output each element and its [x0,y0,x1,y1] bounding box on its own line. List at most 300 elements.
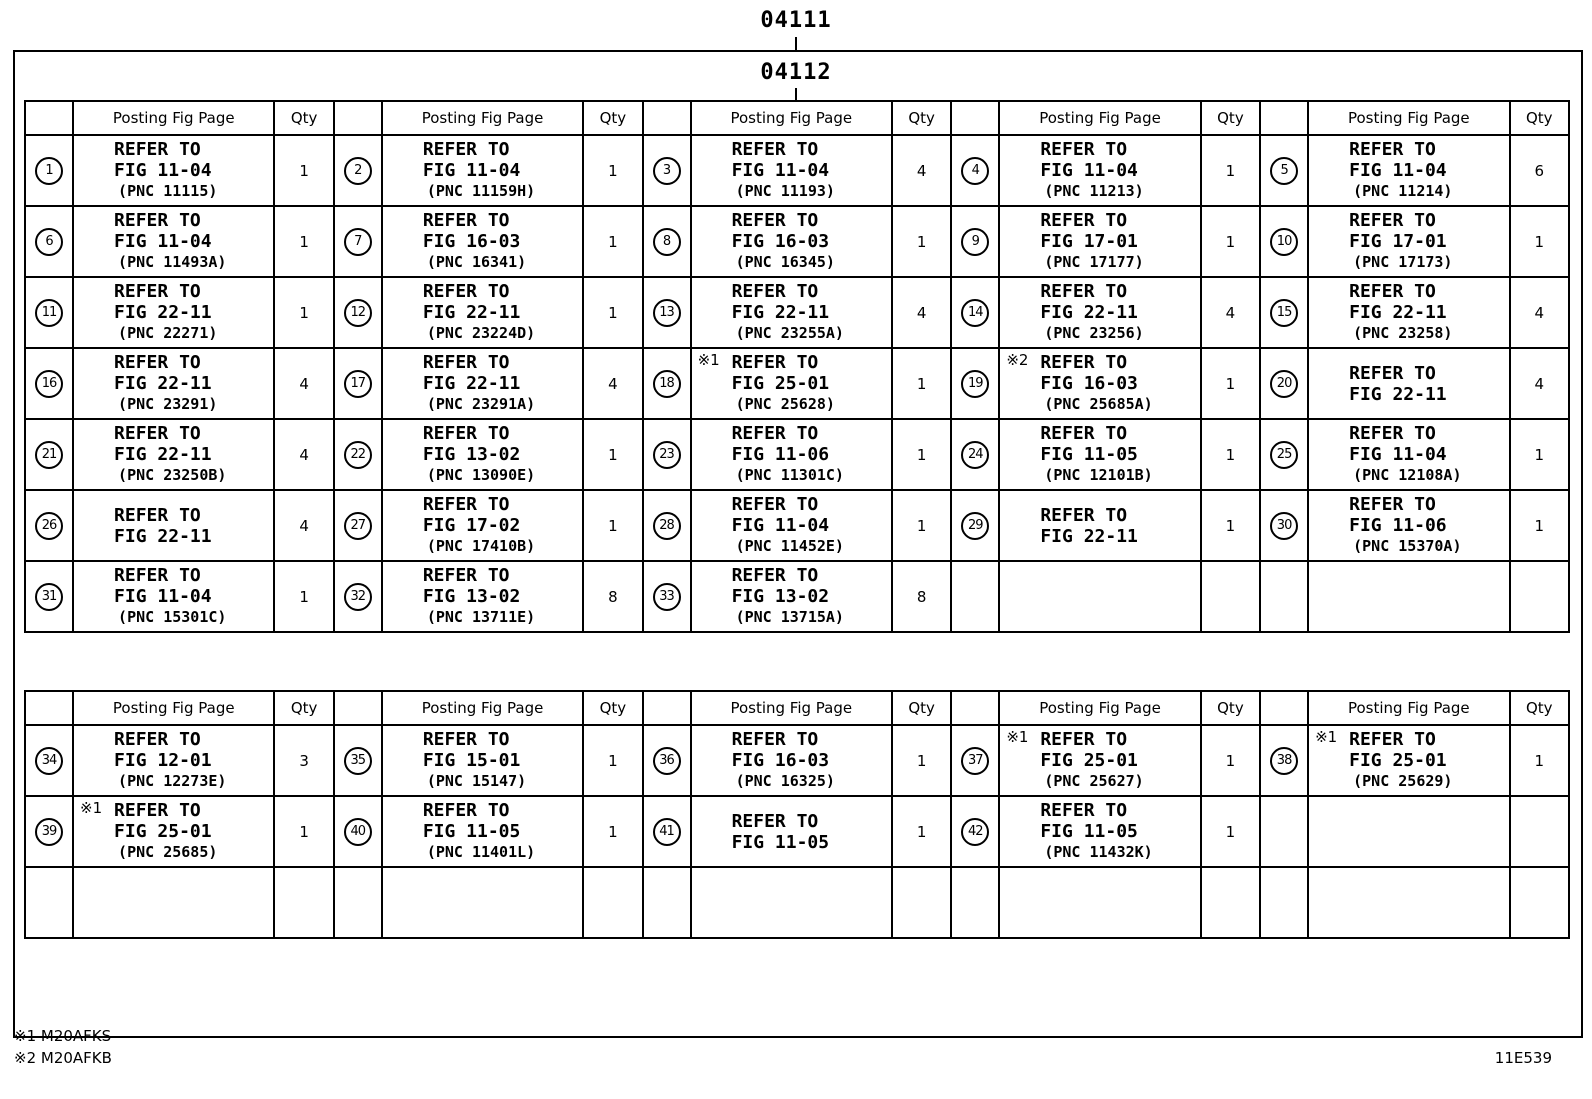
header-qty: Qty [892,691,951,725]
refer-to-label: REFER TO [114,504,201,526]
posting-reference [1309,729,1508,792]
fig-reference: FIG 11-05 [731,831,830,853]
posting-reference [1309,139,1508,202]
qty-cell: 6 [1510,135,1569,206]
fig-reference: FIG 22-11 [731,302,830,323]
pnc-code: (PNC 12101B) [1044,466,1153,484]
item-number-cell [951,348,999,419]
item-number-cell [25,490,73,561]
qty-cell: 1 [274,277,333,348]
diagram-code: 11E539 [1494,1049,1552,1067]
pnc-code: (PNC 25685) [118,843,218,861]
pnc-code: (PNC 11401L) [426,843,536,861]
fig-reference: FIG 25-01 [1349,750,1447,771]
qty-cell: 4 [1510,348,1569,419]
item-number-cell [1260,867,1308,938]
qty-cell: 1 [892,206,951,277]
item-number-cell [951,206,999,277]
posting-reference-cell [691,206,892,277]
fig-reference: FIG 22-11 [1349,302,1447,323]
header-qty: Qty [274,101,333,135]
qty-cell [1510,796,1569,867]
qty-cell: 4 [1201,277,1260,348]
item-number-cell [643,796,691,867]
qty-cell: 1 [583,135,642,206]
header-posting-fig-page: Posting Fig Page [1308,691,1509,725]
posting-reference [1309,363,1508,405]
item-number-cell [951,135,999,206]
pnc-code: (PNC 16345) [735,253,835,271]
qty-cell [1510,867,1569,938]
posting-reference [1309,494,1508,557]
item-number-cell [643,206,691,277]
posting-reference-cell [691,135,892,206]
refer-to-label: REFER TO [422,352,510,373]
fig-reference: FIG 12-01 [114,750,212,771]
qty-cell [583,867,642,938]
refer-to-label: REFER TO [731,352,819,373]
parts-table-bottom [24,690,1570,939]
item-number-circle: 30 [1270,512,1298,540]
qty-cell: 1 [1201,419,1260,490]
item-number-cell [334,796,382,867]
pnc-code: (PNC 15370A) [1353,537,1462,555]
posting-reference-cell [73,796,274,867]
item-number-circle: 32 [344,583,372,611]
posting-reference [74,729,273,792]
header-row [25,691,1569,725]
item-number-circle: 7 [344,228,372,256]
note-mark: ※1 [80,799,103,817]
item-number-circle: 2 [344,157,372,185]
item-number-circle: 8 [653,228,681,256]
fig-reference: FIG 11-04 [114,160,212,181]
posting-reference [383,139,582,202]
refer-to-label: REFER TO [1040,281,1128,302]
qty-cell: 1 [583,490,642,561]
fig-reference: FIG 22-11 [114,444,212,465]
refer-to-label: REFER TO [1349,362,1436,384]
fig-reference: FIG 11-06 [1349,515,1447,536]
posting-reference-cell [382,348,583,419]
posting-reference [383,423,582,486]
item-number-circle: 39 [35,818,63,846]
fig-reference: FIG 16-03 [1040,373,1138,394]
item-number-circle: 20 [1270,370,1298,398]
refer-to-label: REFER TO [114,210,201,231]
header-number [334,691,382,725]
posting-reference-cell [1308,348,1509,419]
footnote-2: ※2 M20AFKB [14,1049,112,1067]
refer-to-label: REFER TO [422,423,510,444]
posting-reference [692,139,891,202]
item-number-circle: 35 [344,747,372,775]
refer-to-label: REFER TO [114,800,201,821]
qty-cell: 8 [892,561,951,632]
header-number [25,691,73,725]
table-row [25,796,1569,867]
fig-reference: FIG 11-04 [1349,444,1447,465]
item-number-circle: 6 [35,228,63,256]
posting-reference [1000,800,1199,863]
header-number [643,691,691,725]
item-number-cell [1260,348,1308,419]
pnc-code: (PNC 11301C) [735,466,844,484]
item-number-cell [334,561,382,632]
item-number-cell [334,277,382,348]
posting-reference [692,494,891,557]
refer-to-label: REFER TO [1349,729,1436,750]
posting-reference-cell [691,277,892,348]
qty-cell: 4 [274,419,333,490]
item-number-circle: 3 [653,157,681,185]
qty-cell: 4 [274,490,333,561]
fig-reference: FIG 25-01 [1040,750,1138,771]
pnc-code: (PNC 23256) [1044,324,1144,342]
qty-cell: 1 [1201,348,1260,419]
posting-reference [692,423,891,486]
item-number-circle: 18 [653,370,681,398]
refer-to-label: REFER TO [114,139,201,160]
qty-cell: 8 [583,561,642,632]
pnc-code: (PNC 23250B) [118,466,227,484]
qty-cell: 1 [892,419,951,490]
fig-reference: FIG 15-01 [422,750,521,771]
item-number-cell [25,419,73,490]
posting-reference [1000,281,1199,344]
qty-cell [1201,561,1260,632]
pnc-code: (PNC 11493A) [118,253,227,271]
item-number-circle: 37 [961,747,989,775]
qty-cell: 3 [274,725,333,796]
item-number-cell [334,725,382,796]
item-number-cell [334,206,382,277]
fig-reference: FIG 16-03 [422,231,521,252]
qty-cell [1510,561,1569,632]
note-mark: ※2 [1006,351,1029,369]
qty-cell: 1 [892,490,951,561]
refer-to-label: REFER TO [1349,423,1436,444]
header-posting-fig-page: Posting Fig Page [382,101,583,135]
qty-cell: 1 [583,796,642,867]
pnc-code: (PNC 25685A) [1044,395,1153,413]
refer-to-label: REFER TO [1040,423,1128,444]
posting-reference-cell [382,277,583,348]
table-row [25,277,1569,348]
pnc-code: (PNC 25627) [1044,772,1144,790]
posting-reference [1000,210,1199,273]
qty-cell: 4 [892,277,951,348]
posting-reference [74,423,273,486]
posting-reference-cell [382,796,583,867]
posting-reference [74,800,273,863]
item-number-cell [25,561,73,632]
refer-to-label: REFER TO [114,423,201,444]
pnc-code: (PNC 23224D) [426,324,536,342]
pnc-code: (PNC 11214) [1353,182,1453,200]
qty-cell: 1 [892,796,951,867]
pnc-code: (PNC 25628) [735,395,835,413]
fig-reference: FIG 16-03 [731,231,830,252]
fig-reference: FIG 22-11 [1040,302,1138,323]
qty-cell [274,867,333,938]
header-posting-fig-page: Posting Fig Page [73,101,274,135]
refer-to-label: REFER TO [114,729,201,750]
posting-reference-cell [1308,277,1509,348]
header-posting-fig-page: Posting Fig Page [691,101,892,135]
fig-reference: FIG 13-02 [422,586,521,607]
posting-reference-cell [691,561,892,632]
refer-to-label: REFER TO [422,210,510,231]
posting-reference [74,352,273,415]
item-number-circle: 9 [961,228,989,256]
item-number-circle: 21 [35,441,63,469]
posting-reference-cell [999,135,1200,206]
fig-reference: FIG 11-04 [114,231,212,252]
table-row [25,490,1569,561]
header-number [1260,101,1308,135]
item-number-circle: 19 [961,370,989,398]
pnc-code: (PNC 15147) [426,772,527,790]
posting-reference [1309,423,1508,486]
item-number-cell [1260,206,1308,277]
pnc-code: (PNC 23291A) [426,395,536,413]
reference-number-outer: 04111 [760,8,832,33]
header-posting-fig-page: Posting Fig Page [691,691,892,725]
fig-reference: FIG 22-11 [114,302,212,323]
qty-cell: 1 [1201,135,1260,206]
qty-cell: 1 [583,725,642,796]
pnc-code: (PNC 11452E) [735,537,844,555]
posting-reference-cell [999,796,1200,867]
item-number-circle: 22 [344,441,372,469]
fig-reference: FIG 25-01 [731,373,830,394]
posting-reference-cell [1308,796,1509,867]
posting-reference-cell [73,419,274,490]
item-number-cell [643,867,691,938]
header-posting-fig-page: Posting Fig Page [73,691,274,725]
item-number-cell [1260,561,1308,632]
posting-reference [692,281,891,344]
posting-reference-cell [73,490,274,561]
qty-cell: 1 [274,796,333,867]
fig-reference: FIG 11-04 [1040,160,1138,181]
item-number-circle: 23 [653,441,681,469]
item-number-circle: 16 [35,370,63,398]
posting-reference [383,565,582,628]
posting-reference-cell [691,725,892,796]
header-number [25,101,73,135]
pnc-code: (PNC 11115) [118,182,218,200]
refer-to-label: REFER TO [114,281,201,302]
posting-reference-cell [691,867,892,938]
posting-reference-cell [999,419,1200,490]
header-posting-fig-page: Posting Fig Page [382,691,583,725]
item-number-cell [25,206,73,277]
posting-reference-cell [73,277,274,348]
item-number-circle: 13 [653,299,681,327]
item-number-cell [334,135,382,206]
item-number-circle: 12 [344,299,372,327]
posting-reference [383,281,582,344]
posting-reference-cell [999,561,1200,632]
posting-reference-cell [73,561,274,632]
qty-cell: 1 [1510,419,1569,490]
posting-reference-cell [999,277,1200,348]
qty-cell: 1 [1201,725,1260,796]
header-qty: Qty [892,101,951,135]
item-number-circle: 11 [35,299,63,327]
qty-cell: 1 [274,206,333,277]
item-number-cell [951,796,999,867]
item-number-cell [951,490,999,561]
refer-to-label: REFER TO [1349,139,1436,160]
fig-reference: FIG 11-05 [1040,821,1138,842]
posting-reference [1000,352,1199,415]
fig-reference: FIG 11-04 [1349,160,1447,181]
posting-reference [692,565,891,628]
qty-cell: 1 [892,725,951,796]
refer-to-label: REFER TO [1040,139,1128,160]
header-number [951,691,999,725]
posting-reference-cell [382,135,583,206]
item-number-cell [1260,277,1308,348]
item-number-circle: 40 [344,818,372,846]
refer-to-label: REFER TO [1040,210,1128,231]
fig-reference: FIG 22-11 [422,302,521,323]
item-number-cell [25,135,73,206]
qty-cell: 1 [274,561,333,632]
header-number [1260,691,1308,725]
pnc-code: (PNC 13715A) [735,608,844,626]
item-number-cell [951,725,999,796]
fig-reference: FIG 22-11 [114,373,212,394]
refer-to-label: REFER TO [1040,352,1128,373]
reference-number-inner: 04112 [760,60,832,85]
fig-reference: FIG 17-01 [1349,231,1447,252]
table-row [25,561,1569,632]
fig-reference: FIG 17-01 [1040,231,1138,252]
qty-cell: 1 [1201,206,1260,277]
pnc-code: (PNC 11213) [1044,182,1144,200]
header-number [643,101,691,135]
item-number-circle: 28 [653,512,681,540]
refer-to-label: REFER TO [422,494,510,515]
refer-to-label: REFER TO [422,139,510,160]
table-row [25,725,1569,796]
header-qty: Qty [1201,101,1260,135]
item-number-circle: 24 [961,441,989,469]
refer-to-label: REFER TO [114,352,201,373]
item-number-circle: 34 [35,747,63,775]
posting-reference-cell [691,796,892,867]
posting-reference [692,352,891,415]
refer-to-label: REFER TO [1040,729,1128,750]
posting-reference-cell [73,206,274,277]
refer-to-label: REFER TO [1349,210,1436,231]
refer-to-label: REFER TO [1040,504,1128,526]
qty-cell: 1 [1510,206,1569,277]
posting-reference [1000,139,1199,202]
fig-reference: FIG 22-11 [1349,383,1447,405]
item-number-cell [951,561,999,632]
header-number [334,101,382,135]
posting-reference-cell [999,206,1200,277]
item-number-circle: 33 [653,583,681,611]
item-number-circle: 5 [1270,157,1298,185]
qty-cell: 1 [1510,490,1569,561]
item-number-cell [951,419,999,490]
item-number-cell [951,867,999,938]
posting-reference-cell [1308,206,1509,277]
table-row [25,135,1569,206]
item-number-cell [25,796,73,867]
posting-reference [74,565,273,628]
posting-reference [1309,210,1508,273]
item-number-cell [643,725,691,796]
item-number-circle: 4 [961,157,989,185]
item-number-circle: 36 [653,747,681,775]
qty-cell: 1 [1201,796,1260,867]
pnc-code: (PNC 25629) [1353,772,1453,790]
posting-reference-cell [382,419,583,490]
qty-cell: 4 [583,348,642,419]
posting-reference-cell [691,419,892,490]
posting-reference-cell [691,490,892,561]
refer-to-label: REFER TO [731,210,819,231]
item-number-cell [1260,419,1308,490]
fig-reference: FIG 11-05 [1040,444,1138,465]
note-mark: ※1 [1315,728,1338,746]
pnc-code: (PNC 13711E) [426,608,536,626]
posting-reference [383,494,582,557]
posting-reference-cell [1308,135,1509,206]
note-mark: ※1 [1006,728,1029,746]
posting-reference-cell [1308,867,1509,938]
qty-cell: 1 [274,135,333,206]
posting-reference-cell [1308,419,1509,490]
fig-reference: FIG 11-04 [731,515,830,536]
qty-cell: 1 [583,206,642,277]
pnc-code: (PNC 17173) [1353,253,1453,271]
refer-to-label: REFER TO [422,565,510,586]
parts-table-top [24,100,1570,633]
header-qty: Qty [583,101,642,135]
refer-to-label: REFER TO [422,281,510,302]
posting-reference-cell [382,490,583,561]
pnc-code: (PNC 22271) [118,324,218,342]
qty-cell: 4 [274,348,333,419]
item-number-circle: 15 [1270,299,1298,327]
item-number-circle: 41 [653,818,681,846]
item-number-cell [25,725,73,796]
item-number-cell [334,348,382,419]
item-number-cell [643,135,691,206]
footnote-1: ※1 M20AFKS [14,1027,112,1045]
posting-reference [1309,281,1508,344]
refer-to-label: REFER TO [422,729,510,750]
refer-to-label: REFER TO [731,423,819,444]
posting-reference [1000,729,1199,792]
posting-reference-cell [999,867,1200,938]
item-number-cell [951,277,999,348]
fig-reference: FIG 11-04 [731,160,830,181]
qty-cell: 4 [892,135,951,206]
item-number-circle: 1 [35,157,63,185]
refer-to-label: REFER TO [1349,281,1436,302]
refer-to-label: REFER TO [114,565,201,586]
posting-reference [383,729,582,792]
